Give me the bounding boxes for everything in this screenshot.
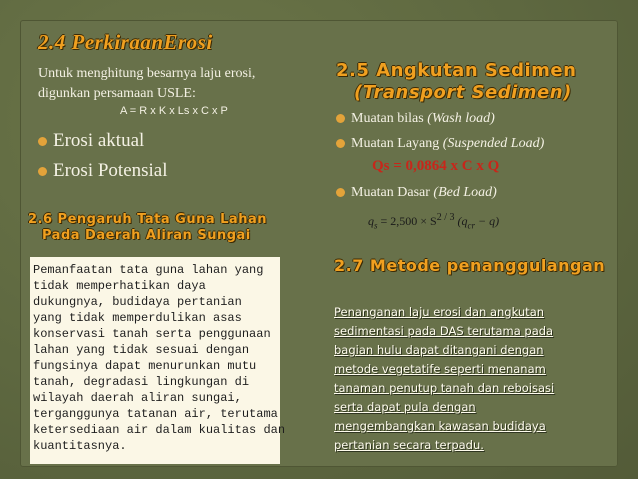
bullet-erosi-potensial: Erosi Potensial <box>38 156 168 186</box>
bullet-dot-icon <box>38 167 47 176</box>
body-line: Penanganan laju erosi dan angkutan <box>334 305 545 319</box>
bullet-dot-icon <box>336 114 345 123</box>
body-line: ketersediaan air dalam kualitas dan <box>33 423 286 437</box>
section-26-body <box>33 262 285 454</box>
bullet-dot-icon <box>336 188 345 197</box>
body-line: dukungnya, budidaya pertanian <box>33 295 242 309</box>
body-line: bagian hulu dapat ditangani dengan <box>334 343 544 357</box>
intro-line-1: Untuk menghitung besarnya laju erosi, <box>38 66 256 81</box>
body-line: tanaman penutup tanah dan reboisasi <box>334 381 555 395</box>
body-line: lahan yang tidak sesuai dengan <box>33 343 250 357</box>
section-25-title-line-1: 2.5 Angkutan Sedimen <box>336 60 577 81</box>
body-line: tidak memperhatikan daya <box>33 279 206 293</box>
bullet-suspended-load: Muatan Layang (Suspended Load) <box>336 136 544 152</box>
body-line: Pemanfaatan tata guna lahan yang <box>33 263 264 277</box>
body-line: konservasi tanah serta penggunaan <box>33 327 271 341</box>
bullet-erosi-aktual: Erosi aktual <box>38 126 168 156</box>
body-line: mengembangkan kawasan budidaya <box>334 419 546 433</box>
body-line: fungsinya dapat menurunkan mutu <box>33 359 257 373</box>
section-26-title-line-2: Pada Daerah Aliran Sungai <box>42 228 251 243</box>
body-line: metode vegetatife seperti menanam <box>334 362 546 376</box>
bullet-bed-load: Muatan Dasar (Bed Load) <box>336 185 497 201</box>
section-25-title <box>336 60 576 104</box>
bullet-dot-icon <box>336 139 345 148</box>
bullet-wash-load: Muatan bilas (Wash load) <box>336 111 495 127</box>
qs-formula: Qs = 0,0864 x C x Q <box>372 158 500 174</box>
intro-line-2: digunkan persamaan USLE: <box>38 86 196 101</box>
section-27-title: 2.7 Metode penanggulangan <box>334 256 606 275</box>
usle-formula: A = R x K x Ls x C x P <box>120 105 228 117</box>
section-24-intro <box>38 64 255 104</box>
body-line: kuantitasnya. <box>33 439 127 453</box>
body-line: terganggunya tatanan air, terutama <box>33 407 278 421</box>
section-27-body <box>334 303 554 455</box>
body-line: tanah, degradasi lingkungan di <box>33 375 250 389</box>
body-line: sedimentasi pada DAS terutama pada <box>334 324 554 338</box>
section-24-bullets <box>38 126 168 186</box>
body-line: wilayah daerah aliran sungai, <box>33 391 242 405</box>
bed-load-equation: $q_s = 2,500 \times S^{2 / 3}$ $(q_{cr} - q)$ <box>368 212 500 231</box>
body-line: pertanian secara terpadu. <box>334 438 484 452</box>
section-26-title-line-1: 2.6 Pengaruh Tata Guna Lahan <box>28 212 267 227</box>
body-line: yang tidak memperdulikan asas <box>33 311 242 325</box>
section-25-title-line-2: (Transport Sedimen) <box>354 82 572 103</box>
section-26-title <box>28 212 267 244</box>
section-24-title: 2.4 PerkiraanErosi <box>38 30 213 54</box>
body-line: serta dapat pula dengan <box>334 400 476 414</box>
bullet-dot-icon <box>38 137 47 146</box>
